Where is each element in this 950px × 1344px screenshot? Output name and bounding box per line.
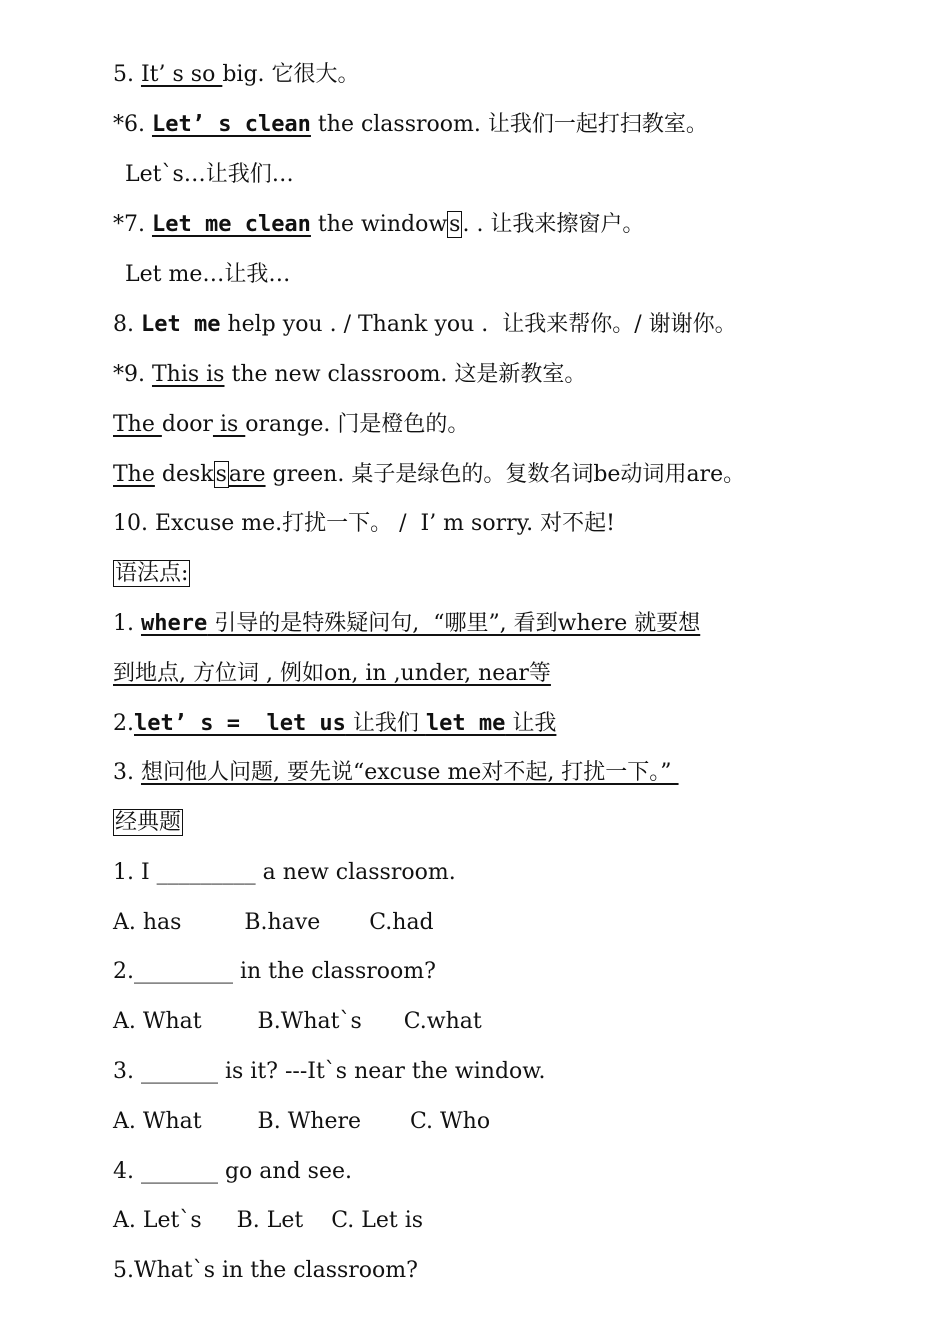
classic-heading [113, 808, 183, 838]
grammar-heading [113, 559, 190, 589]
question-2: 2._________ in the classroom? [113, 959, 436, 984]
question-1-options: A. has B.have C.had [113, 910, 434, 935]
plural-marker: s [449, 212, 461, 237]
item-number: 1. [113, 611, 141, 636]
grammar-point-3 [113, 758, 679, 788]
underlined-phrase: 让我 [505, 711, 557, 736]
bold-phrase: Let me clean [151, 212, 311, 237]
underlined-phrase: 引导的是特殊疑问句, “哪里”, 看到where 就要想 [207, 611, 701, 636]
sentence-7 [113, 210, 644, 240]
sentence-text: desk [154, 462, 214, 487]
underlined-phrase: 到地点, 方位词 , 例如on, in ,under, near等 [113, 661, 551, 686]
bold-phrase: Let me [140, 312, 221, 337]
item-number: 2. [113, 711, 134, 736]
question-2-options: A. What B.What`s C.what [113, 1009, 482, 1034]
grammar-point-1 [113, 609, 700, 639]
question-5: 5.What`s in the classroom? [113, 1258, 418, 1283]
question-3-options: A. What B. Where C. Who [113, 1109, 491, 1134]
underlined-phrase: This is [151, 362, 225, 387]
sentence-text: . . 让我来擦窗户。 [462, 212, 645, 237]
question-4: 4. _______ go and see. [113, 1159, 352, 1184]
grammar-point-1-cont [113, 659, 551, 689]
item-number: *6. [113, 112, 152, 137]
sentence-9 [113, 360, 586, 390]
sentence-10: 10. Excuse me.打扰一下。 / I’ m sorry. 对不起! [113, 511, 615, 536]
sentence-door [113, 410, 469, 440]
section-heading: 经典题 [115, 810, 182, 835]
item-number: 8. [113, 312, 141, 337]
item-number: 5. [113, 62, 141, 87]
bold-phrase: let’ s = let us [134, 711, 346, 736]
bold-phrase: let me [425, 711, 506, 736]
sentence-text: help you . / Thank you . 让我来帮你。/ 谢谢你。 [220, 312, 737, 337]
sentence-desks [113, 460, 745, 490]
sentence-text: green. 桌子是绿色的。复数名词be动词用are。 [265, 462, 746, 487]
plural-marker: s [215, 462, 227, 487]
underlined-phrase: The [113, 462, 155, 487]
underlined-phrase: are [228, 462, 266, 487]
underlined-phrase: It’ s so [140, 62, 223, 87]
bold-phrase: Let’ s clean [151, 112, 311, 137]
question-4-options: A. Let`s B. Let C. Let is [113, 1208, 424, 1233]
sentence-8 [113, 310, 737, 340]
underlined-phrase: is [212, 412, 246, 437]
question-3: 3. _______ is it? ---It`s near the window. [113, 1059, 546, 1084]
pattern-note-let-me: Let me…让我… [125, 262, 291, 287]
sentence-5 [113, 60, 360, 90]
item-number: *7. [113, 212, 152, 237]
question-1: 1. I _________ a new classroom. [113, 860, 456, 885]
sentence-text: big. 它很大。 [222, 62, 360, 87]
sentence-text: the window [310, 212, 448, 237]
section-heading: 语法点: [115, 561, 189, 586]
sentence-text: door [161, 412, 213, 437]
item-number: 3. [113, 760, 141, 785]
sentence-text: the new classroom. 这是新教室。 [224, 362, 587, 387]
pattern-note-lets: Let`s…让我们… [125, 162, 294, 187]
bold-phrase: where [140, 611, 208, 636]
grammar-point-2 [113, 709, 556, 739]
underlined-phrase: 想问他人问题, 要先说“excuse me对不起, 打扰一下。” [140, 760, 679, 785]
sentence-6 [113, 110, 708, 140]
sentence-text: the classroom. 让我们一起打扫教室。 [310, 112, 708, 137]
underlined-phrase: 让我们 [345, 711, 426, 736]
sentence-text: orange. 门是橙色的。 [245, 412, 470, 437]
item-number: *9. [113, 362, 152, 387]
underlined-phrase: The [113, 412, 162, 437]
